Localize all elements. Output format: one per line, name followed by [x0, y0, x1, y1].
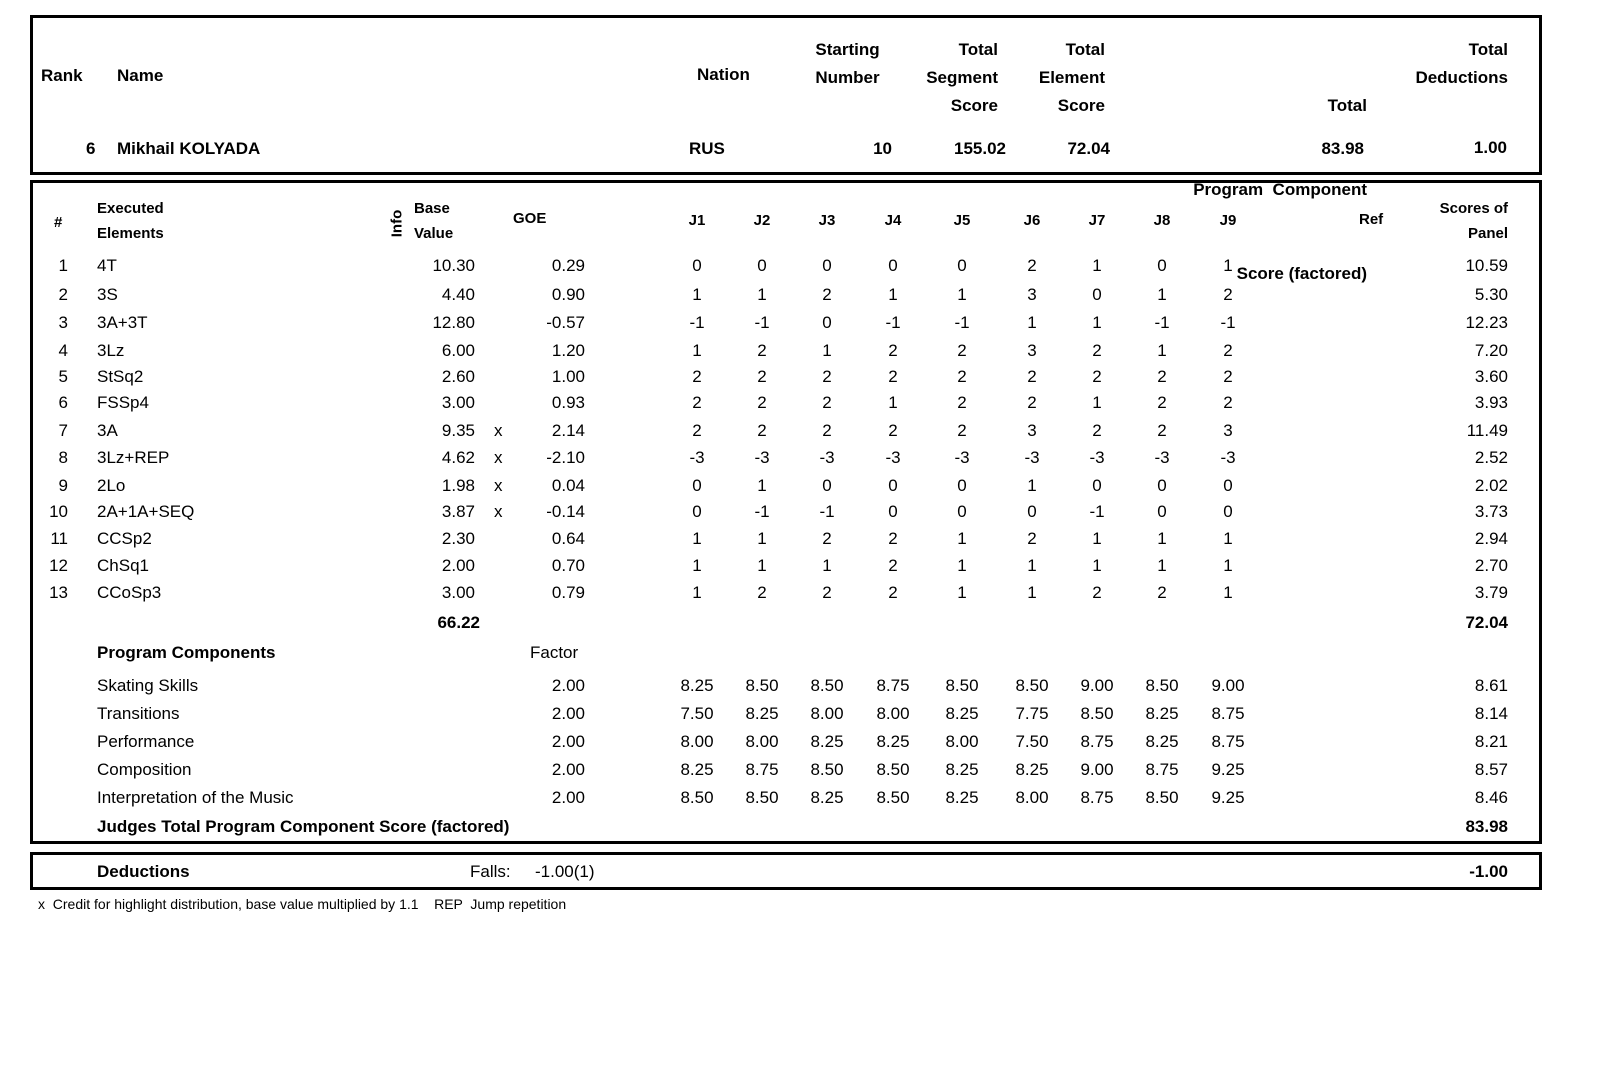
element-judge-score-j9: 2 [1223, 367, 1233, 386]
element-judge-score-j7: 1 [1092, 256, 1102, 275]
element-judge-score-j6: 3 [1027, 285, 1037, 304]
element-panel-score: 3.93 [1474, 393, 1508, 412]
judge-header-j6: J6 [1023, 212, 1041, 229]
deductions-label: Deductions [97, 862, 190, 881]
component-judge-score-j2: 8.50 [745, 788, 779, 807]
element-judge-score-j2: 2 [757, 393, 767, 412]
goe-header: GOE [513, 210, 547, 227]
element-goe: 1.00 [551, 367, 585, 386]
element-panel-score: 2.02 [1474, 476, 1508, 495]
element-base-value: 2.30 [441, 529, 475, 548]
element-judge-score-j7: 0 [1092, 476, 1102, 495]
element-name: CCoSp3 [97, 583, 162, 602]
element-info: x [494, 476, 503, 495]
element-judge-score-j4: -3 [885, 448, 901, 467]
element-name: FSSp4 [97, 393, 149, 412]
nation-header: Nation [697, 65, 750, 84]
component-judge-score-j7: 9.00 [1080, 676, 1114, 695]
component-judge-score-j1: 7.50 [680, 704, 714, 723]
judge-header-j1: J1 [688, 212, 706, 229]
element-judge-score-j3: 2 [822, 421, 832, 440]
component-judge-score-j2: 8.75 [745, 760, 779, 779]
judge-header-j8: J8 [1153, 212, 1171, 229]
num-header: # [54, 214, 63, 231]
element-judge-score-j3: -1 [819, 502, 835, 521]
element-judge-score-j2: -3 [754, 448, 770, 467]
element-number: 8 [58, 448, 68, 467]
component-name: Performance [97, 732, 195, 751]
element-panel-score: 2.70 [1474, 556, 1508, 575]
component-name: Composition [97, 760, 192, 779]
element-judge-score-j6: 2 [1027, 256, 1037, 275]
element-judge-score-j6: -3 [1024, 448, 1040, 467]
element-name: 3Lz+REP [97, 448, 170, 467]
element-name: 2A+1A+SEQ [97, 502, 195, 521]
component-judge-score-j8: 8.75 [1145, 760, 1179, 779]
element-judge-score-j2: -1 [754, 502, 770, 521]
skater-rank: 6 [86, 139, 96, 158]
component-judge-score-j8: 8.50 [1145, 676, 1179, 695]
element-goe: 0.04 [551, 476, 585, 495]
component-judge-score-j3: 8.50 [810, 676, 844, 695]
component-judge-score-j8: 8.25 [1145, 732, 1179, 751]
element-judge-score-j4: -1 [885, 313, 901, 332]
element-judge-score-j5: 0 [957, 502, 967, 521]
element-judge-score-j5: 2 [957, 367, 967, 386]
footnote: x Credit for highlight distribution, base value multiplied by 1.1 REP Jump repetition [38, 896, 567, 912]
element-judge-score-j3: 0 [822, 476, 832, 495]
element-judge-score-j9: 2 [1223, 393, 1233, 412]
component-judge-score-j9: 9.00 [1211, 676, 1245, 695]
element-base-value: 10.30 [432, 256, 475, 275]
element-number: 12 [49, 556, 68, 575]
element-judge-score-j9: 3 [1223, 421, 1233, 440]
component-judge-score-j7: 9.00 [1080, 760, 1114, 779]
deductions-header: Total Deductions [1415, 40, 1508, 87]
executed-elements-header: Executed Elements [97, 200, 164, 242]
element-judge-score-j4: 2 [888, 367, 898, 386]
element-judge-score-j1: -3 [689, 448, 705, 467]
element-judge-score-j2: 1 [757, 285, 767, 304]
element-judge-score-j4: 2 [888, 556, 898, 575]
element-judge-score-j2: -1 [754, 313, 770, 332]
element-judge-score-j3: 1 [822, 341, 832, 360]
element-panel-score: 10.59 [1465, 256, 1508, 275]
component-judge-score-j4: 8.50 [876, 760, 910, 779]
element-judge-score-j9: 0 [1223, 476, 1233, 495]
component-judge-score-j3: 8.25 [810, 788, 844, 807]
starting-number-header: Starting Number [815, 40, 880, 87]
element-name: 3S [97, 285, 118, 304]
element-panel-score: 3.73 [1474, 502, 1508, 521]
element-judge-score-j5: 2 [957, 341, 967, 360]
components-total-score: 83.98 [1465, 817, 1508, 836]
element-judge-score-j5: 1 [957, 556, 967, 575]
element-judge-score-j1: 1 [692, 556, 702, 575]
component-judge-score-j9: 8.75 [1211, 732, 1245, 751]
element-judge-score-j4: 1 [888, 285, 898, 304]
element-judge-score-j4: 1 [888, 393, 898, 412]
element-number: 7 [58, 421, 68, 440]
element-name: 3A [97, 421, 118, 440]
element-judge-score-j1: 0 [692, 502, 702, 521]
element-judge-score-j4: 2 [888, 341, 898, 360]
element-goe: 1.20 [551, 341, 585, 360]
element-judge-score-j4: 2 [888, 421, 898, 440]
element-name: 2Lo [97, 476, 126, 495]
component-judge-score-j1: 8.25 [680, 760, 714, 779]
component-factor: 2.00 [551, 732, 585, 751]
element-judge-score-j8: 2 [1157, 367, 1167, 386]
rank-header: Rank [41, 66, 83, 85]
element-judge-score-j9: 1 [1223, 256, 1233, 275]
element-info: x [494, 502, 503, 521]
element-panel-score: 3.79 [1474, 583, 1508, 602]
element-number: 2 [58, 285, 68, 304]
element-judge-score-j3: 2 [822, 393, 832, 412]
element-judge-score-j3: 2 [822, 583, 832, 602]
skater-tss: 155.02 [954, 139, 1006, 158]
element-panel-score: 2.52 [1474, 448, 1508, 467]
component-factor: 2.00 [551, 676, 585, 695]
element-judge-score-j4: 0 [888, 256, 898, 275]
element-judge-score-j5: -3 [954, 448, 970, 467]
element-judge-score-j8: 2 [1157, 393, 1167, 412]
element-info: x [494, 421, 503, 440]
component-judge-score-j5: 8.25 [945, 704, 979, 723]
component-judge-score-j6: 8.50 [1015, 676, 1049, 695]
element-judge-score-j1: 0 [692, 256, 702, 275]
component-judge-score-j6: 7.75 [1015, 704, 1049, 723]
element-base-value: 3.87 [441, 502, 475, 521]
element-judge-score-j7: -1 [1089, 502, 1105, 521]
component-judge-score-j4: 8.00 [876, 704, 910, 723]
element-judge-score-j7: 2 [1092, 341, 1102, 360]
skater-nation: RUS [689, 139, 725, 158]
factor-header: Factor [530, 643, 579, 662]
element-goe: 0.29 [551, 256, 585, 275]
element-judge-score-j5: 0 [957, 256, 967, 275]
element-judge-score-j1: 1 [692, 285, 702, 304]
element-number: 6 [58, 393, 68, 412]
component-judge-score-j4: 8.25 [876, 732, 910, 751]
element-judge-score-j7: 1 [1092, 556, 1102, 575]
element-judge-score-j3: 2 [822, 285, 832, 304]
component-judge-score-j5: 8.25 [945, 760, 979, 779]
component-judge-score-j3: 8.50 [810, 760, 844, 779]
element-judge-score-j1: 1 [692, 341, 702, 360]
element-number: 11 [50, 529, 68, 548]
component-judge-score-j9: 8.75 [1211, 704, 1245, 723]
element-judge-score-j9: 1 [1223, 529, 1233, 548]
ref-header: Ref [1359, 211, 1384, 228]
element-number: 3 [58, 313, 68, 332]
element-judge-score-j6: 1 [1027, 556, 1037, 575]
element-base-value: 4.40 [441, 285, 475, 304]
element-judge-score-j9: -1 [1220, 313, 1236, 332]
component-panel-score: 8.61 [1474, 676, 1508, 695]
element-number: 10 [49, 502, 68, 521]
tes-header: Total Element Score [1038, 40, 1105, 115]
element-judge-score-j8: 1 [1157, 285, 1167, 304]
component-judge-score-j4: 8.75 [876, 676, 910, 695]
element-panel-score: 7.20 [1474, 341, 1508, 360]
element-name: 3A+3T [97, 313, 148, 332]
element-judge-score-j3: 0 [822, 313, 832, 332]
element-panel-score: 11.49 [1466, 421, 1508, 440]
judge-header-j4: J4 [884, 212, 902, 229]
element-judge-score-j9: 2 [1223, 285, 1233, 304]
element-goe: -2.10 [546, 448, 585, 467]
element-goe: -0.14 [546, 502, 585, 521]
component-name: Transitions [97, 704, 180, 723]
skater-pcs: 83.98 [1321, 139, 1364, 158]
component-name: Interpretation of the Music [97, 788, 294, 807]
element-judge-score-j2: 2 [757, 341, 767, 360]
element-judge-score-j6: 0 [1027, 502, 1037, 521]
element-judge-score-j1: 1 [692, 529, 702, 548]
elements-score-total: 72.04 [1465, 613, 1508, 632]
component-judge-score-j6: 8.25 [1015, 760, 1049, 779]
element-judge-score-j9: -3 [1220, 448, 1236, 467]
element-judge-score-j5: -1 [954, 313, 970, 332]
element-base-value: 1.98 [441, 476, 475, 495]
element-name: ChSq1 [97, 556, 149, 575]
element-judge-score-j8: 0 [1157, 256, 1167, 275]
element-judge-score-j9: 0 [1223, 502, 1233, 521]
element-name: 3Lz [97, 341, 125, 360]
element-base-value: 9.35 [441, 421, 475, 440]
element-judge-score-j9: 1 [1223, 556, 1233, 575]
component-judge-score-j5: 8.25 [945, 788, 979, 807]
element-judge-score-j7: 1 [1092, 393, 1102, 412]
element-base-value: 12.80 [432, 313, 475, 332]
element-goe: 0.79 [551, 583, 585, 602]
element-judge-score-j8: 0 [1157, 476, 1167, 495]
judge-header-j3: J3 [818, 212, 836, 229]
element-judge-score-j1: 2 [692, 421, 702, 440]
component-judge-score-j1: 8.50 [680, 788, 714, 807]
falls-value: -1.00(1) [535, 862, 595, 881]
skater-name: Mikhail KOLYADA [117, 139, 261, 158]
element-judge-score-j4: 0 [888, 502, 898, 521]
pcs-header: Total Program Component Score (factored) [1193, 96, 1367, 283]
element-judge-score-j6: 1 [1027, 476, 1037, 495]
element-judge-score-j8: 0 [1157, 502, 1167, 521]
element-judge-score-j5: 1 [957, 529, 967, 548]
element-judge-score-j7: 0 [1092, 285, 1102, 304]
component-judge-score-j6: 7.50 [1015, 732, 1049, 751]
component-panel-score: 8.46 [1474, 788, 1508, 807]
element-judge-score-j6: 3 [1027, 341, 1037, 360]
element-judge-score-j7: 1 [1092, 529, 1102, 548]
element-number: 1 [58, 256, 68, 275]
element-judge-score-j1: 0 [692, 476, 702, 495]
element-judge-score-j7: 2 [1092, 583, 1102, 602]
deductions-box [30, 852, 1542, 890]
element-judge-score-j2: 2 [757, 367, 767, 386]
element-base-value: 4.62 [441, 448, 475, 467]
element-panel-score: 5.30 [1474, 285, 1508, 304]
element-judge-score-j3: 0 [822, 256, 832, 275]
element-info: x [494, 448, 503, 467]
element-judge-score-j7: 2 [1092, 367, 1102, 386]
element-judge-score-j8: 2 [1157, 583, 1167, 602]
judge-header-j7: J7 [1088, 212, 1106, 229]
deductions-total: -1.00 [1469, 862, 1508, 881]
element-judge-score-j8: -3 [1154, 448, 1170, 467]
component-judge-score-j7: 8.75 [1080, 732, 1114, 751]
element-judge-score-j1: 1 [692, 583, 702, 602]
element-judge-score-j4: 2 [888, 529, 898, 548]
component-factor: 2.00 [551, 760, 585, 779]
element-judge-score-j3: 2 [822, 367, 832, 386]
element-judge-score-j7: 2 [1092, 421, 1102, 440]
element-judge-score-j6: 1 [1027, 583, 1037, 602]
component-judge-score-j8: 8.50 [1145, 788, 1179, 807]
element-judge-score-j8: 2 [1157, 421, 1167, 440]
element-panel-score: 2.94 [1474, 529, 1508, 548]
component-judge-score-j4: 8.50 [876, 788, 910, 807]
element-panel-score: 12.23 [1465, 313, 1508, 332]
component-judge-score-j9: 9.25 [1211, 788, 1245, 807]
element-judge-score-j8: 1 [1157, 529, 1167, 548]
component-factor: 2.00 [551, 788, 585, 807]
component-panel-score: 8.57 [1474, 760, 1508, 779]
element-number: 13 [49, 583, 68, 602]
element-base-value: 6.00 [441, 341, 475, 360]
element-judge-score-j1: 2 [692, 393, 702, 412]
element-judge-score-j5: 1 [957, 285, 967, 304]
judge-header-j9: J9 [1219, 212, 1237, 229]
tss-header: Total Segment Score [926, 40, 998, 115]
judge-header-j5: J5 [953, 212, 971, 229]
element-judge-score-j9: 2 [1223, 341, 1233, 360]
component-judge-score-j5: 8.50 [945, 676, 979, 695]
element-goe: 0.70 [551, 556, 585, 575]
element-name: StSq2 [97, 367, 144, 386]
components-header: Program Components [97, 643, 276, 662]
element-judge-score-j3: 2 [822, 529, 832, 548]
element-judge-score-j5: 2 [957, 421, 967, 440]
element-number: 9 [58, 476, 68, 495]
component-judge-score-j5: 8.00 [945, 732, 979, 751]
element-judge-score-j3: 1 [822, 556, 832, 575]
base-value-header: Base Value [414, 200, 454, 242]
component-judge-score-j7: 8.75 [1080, 788, 1114, 807]
component-judge-score-j2: 8.00 [745, 732, 779, 751]
element-goe: 0.64 [551, 529, 585, 548]
component-judge-score-j1: 8.00 [680, 732, 714, 751]
component-judge-score-j2: 8.50 [745, 676, 779, 695]
info-header: Info [388, 209, 406, 238]
skater-deductions: 1.00 [1473, 138, 1507, 157]
element-judge-score-j7: 1 [1092, 313, 1102, 332]
element-judge-score-j2: 1 [757, 529, 767, 548]
component-judge-score-j9: 9.25 [1211, 760, 1245, 779]
component-judge-score-j6: 8.00 [1015, 788, 1049, 807]
element-judge-score-j3: -3 [819, 448, 835, 467]
component-factor: 2.00 [551, 704, 585, 723]
element-number: 5 [58, 367, 68, 386]
element-judge-score-j2: 2 [757, 421, 767, 440]
element-judge-score-j6: 1 [1027, 313, 1037, 332]
element-number: 4 [58, 341, 68, 360]
element-judge-score-j8: 1 [1157, 556, 1167, 575]
component-judge-score-j8: 8.25 [1145, 704, 1179, 723]
falls-label: Falls: [470, 862, 511, 881]
element-judge-score-j1: -1 [689, 313, 705, 332]
element-judge-score-j1: 2 [692, 367, 702, 386]
element-base-value: 2.00 [441, 556, 475, 575]
element-judge-score-j6: 2 [1027, 393, 1037, 412]
components-total-label: Judges Total Program Component Score (factored) [97, 817, 510, 836]
elements-bv-total: 66.22 [437, 613, 480, 632]
element-goe: 0.90 [551, 285, 585, 304]
skater-starting-number: 10 [873, 139, 892, 158]
element-base-value: 3.00 [441, 583, 475, 602]
component-name: Skating Skills [97, 676, 199, 695]
component-judge-score-j2: 8.25 [745, 704, 779, 723]
element-name: CCSp2 [97, 529, 152, 548]
element-judge-score-j6: 3 [1027, 421, 1037, 440]
element-goe: -0.57 [546, 313, 585, 332]
skater-tes: 72.04 [1067, 139, 1110, 158]
name-header: Name [117, 66, 164, 85]
element-judge-score-j2: 1 [757, 556, 767, 575]
element-judge-score-j5: 1 [957, 583, 967, 602]
element-goe: 2.14 [551, 421, 585, 440]
component-judge-score-j1: 8.25 [680, 676, 714, 695]
component-judge-score-j7: 8.50 [1080, 704, 1114, 723]
element-panel-score: 3.60 [1474, 367, 1508, 386]
element-base-value: 3.00 [441, 393, 475, 412]
element-judge-score-j5: 0 [957, 476, 967, 495]
element-judge-score-j2: 1 [757, 476, 767, 495]
element-goe: 0.93 [551, 393, 585, 412]
element-judge-score-j8: -1 [1154, 313, 1170, 332]
element-judge-score-j7: -3 [1089, 448, 1105, 467]
element-judge-score-j4: 0 [888, 476, 898, 495]
element-base-value: 2.60 [441, 367, 475, 386]
element-judge-score-j4: 2 [888, 583, 898, 602]
judge-header-j2: J2 [753, 212, 771, 229]
element-judge-score-j6: 2 [1027, 367, 1037, 386]
element-judge-score-j9: 1 [1223, 583, 1233, 602]
component-panel-score: 8.14 [1474, 704, 1508, 723]
element-judge-score-j2: 0 [757, 256, 767, 275]
element-judge-score-j5: 2 [957, 393, 967, 412]
component-panel-score: 8.21 [1474, 732, 1508, 751]
element-judge-score-j2: 2 [757, 583, 767, 602]
element-name: 4T [97, 256, 117, 275]
scores-of-panel-header: Scores of Panel [1439, 200, 1508, 242]
component-judge-score-j3: 8.25 [810, 732, 844, 751]
element-judge-score-j6: 2 [1027, 529, 1037, 548]
element-judge-score-j8: 1 [1157, 341, 1167, 360]
component-judge-score-j3: 8.00 [810, 704, 844, 723]
